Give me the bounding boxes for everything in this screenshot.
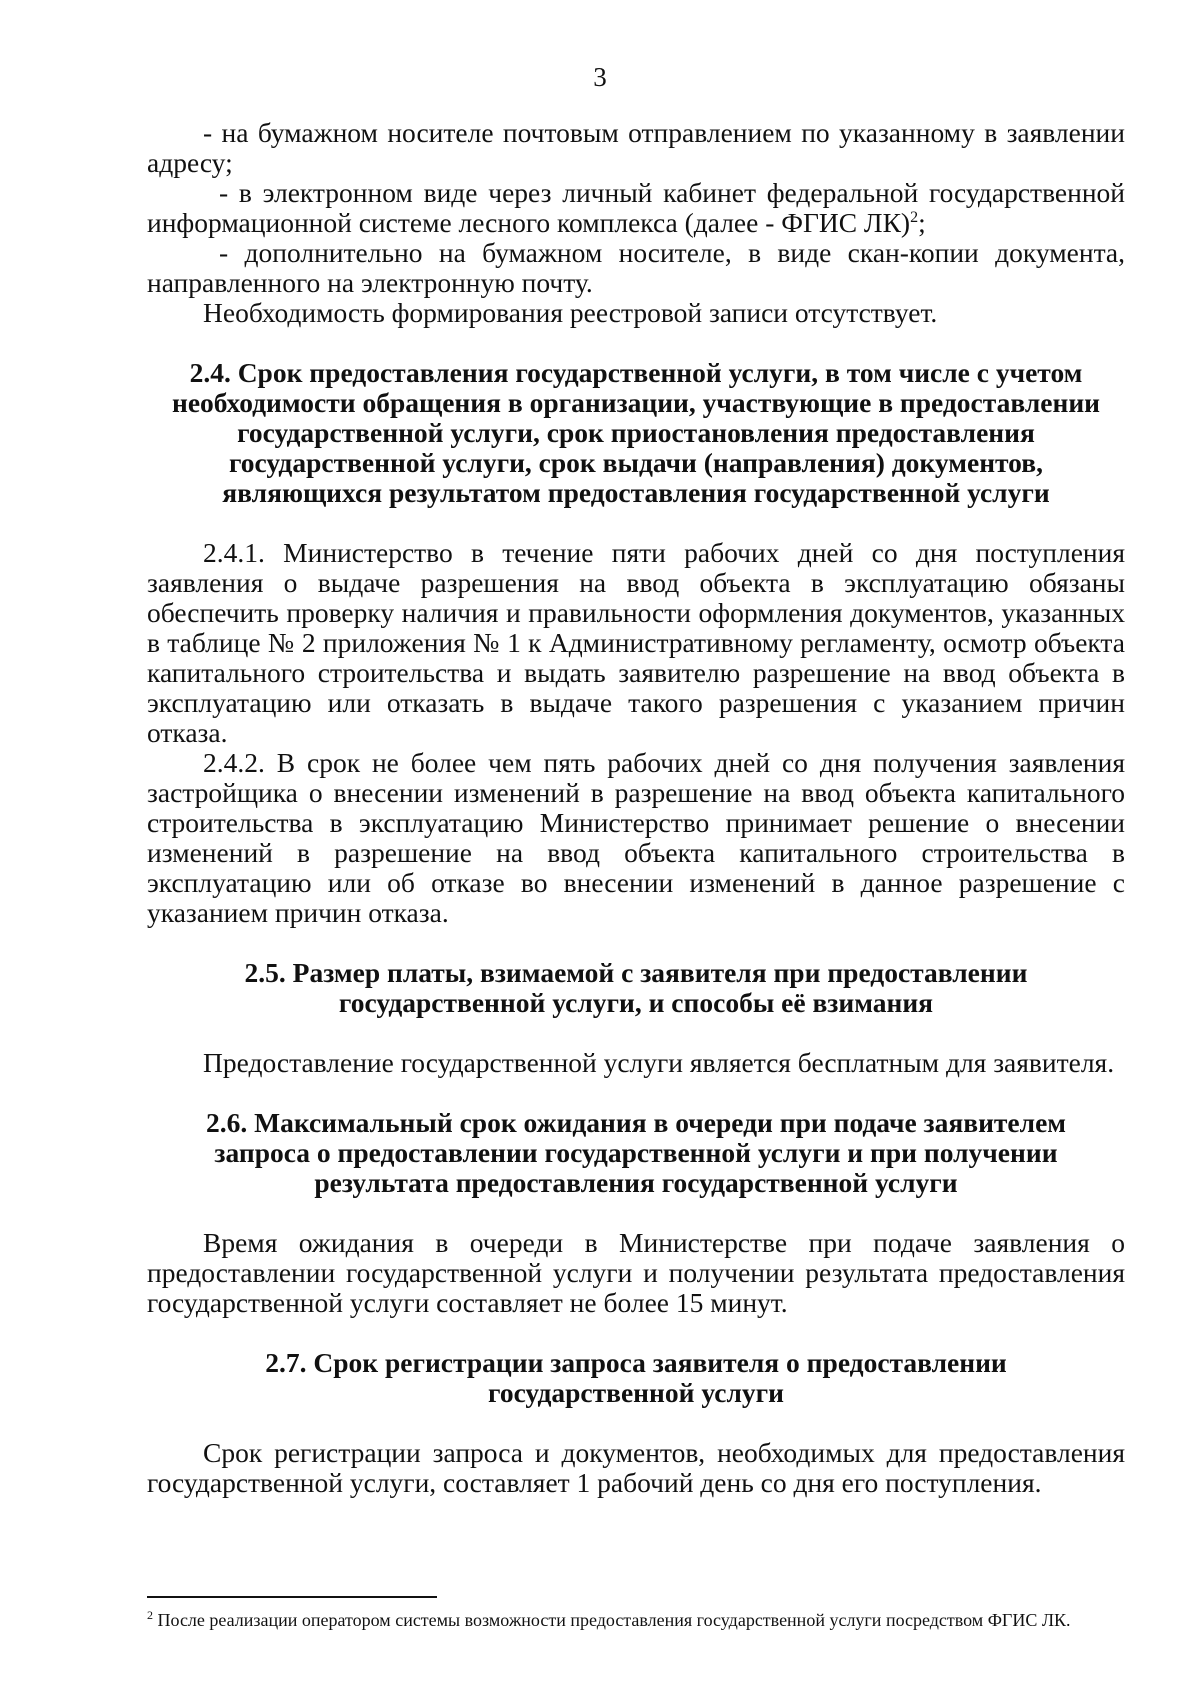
intro-paragraph-registry: Необходимость формирования реестровой записи отсутствует.	[203, 297, 938, 328]
section-2-6-heading: 2.6. Максимальный срок ожидания в очереди при подаче заявителем запроса о предоставлении государственной услуги и при получении результата предоставления государственной услуги	[205, 1107, 1067, 1198]
intro-paragraph-electronic	[147, 178, 1125, 238]
section-2-7-paragraph: Срок регистрации запроса и документов, необходимых для предоставления государственной услуги, составляет 1 рабочий день со дня его поступления.	[147, 1437, 1125, 1498]
section-2-4-2-paragraph: 2.4.2. В срок не более чем пять рабочих дней со дня получения заявления застройщика о внесении изменений в разрешение на ввод объекта капитального строительства в эксплуатацию Министерство принимает решение о внесении изменений в разрешение на ввод объекта капитального строительства в эксплуатацию или об отказе во внесении изменений в данное разрешение с указанием причин отказа.	[147, 747, 1125, 928]
section-2-5-paragraph: Предоставление государственной услуги является бесплатным для заявителя.	[203, 1047, 1115, 1078]
intro-electronic-tail: ;	[918, 207, 926, 238]
intro-electronic-text: - в электронном виде через личный кабинет федеральной государственной информационной системе лесного комплекса (далее - ФГИС ЛК)	[147, 177, 1125, 238]
footnote-ref: 2	[910, 208, 919, 226]
document-body	[147, 118, 1125, 1498]
footnote	[147, 1609, 1125, 1631]
section-2-4-1-paragraph: 2.4.1. Министерство в течение пяти рабочих дней со дня поступления заявления о выдаче разрешения на ввод объекта в эксплуатацию обязаны обеспечить проверку наличия и правильности оформления документов, указанных в таблице № 2 приложения № 1 к Административному регламенту, осмотр объекта капитального строительства и выдать заявителю разрешение на ввод объекта в эксплуатацию или отказать в выдаче такого разрешения с указанием причин отказа.	[147, 537, 1125, 748]
section-2-7-heading: 2.7. Срок регистрации запроса заявителя о предоставлении государственной услуги	[265, 1347, 1007, 1408]
footnote-marker: 2	[147, 1608, 153, 1622]
page-number: 3	[593, 62, 607, 92]
intro-paragraph-email: - дополнительно на бумажном носителе, в виде скан-копии документа, направленного на электронную почту.	[147, 237, 1125, 298]
section-2-4-heading: 2.4. Срок предоставления государственной услуги, в том числе с учетом необходимости обращения в организации, участвующие в предоставлении государственной услуги, срок приостановления предоставления государственной услуги, срок выдачи (направления) документов, являющихся результатом предоставления государственной услуги	[171, 357, 1101, 508]
section-2-6-paragraph: Время ожидания в очереди в Министерстве при подаче заявления о предоставлении государственной услуги и получении результата предоставления государственной услуги составляет не более 15 минут.	[147, 1227, 1125, 1318]
footnote-text: После реализации оператором системы возможности предоставления государственной услуги посредством ФГИС ЛК.	[153, 1610, 1071, 1630]
intro-paragraph-paper: - на бумажном носителе почтовым отправлением по указанному в заявлении адресу;	[147, 117, 1125, 178]
footnote-divider	[147, 1596, 437, 1598]
section-2-5-heading: 2.5. Размер платы, взимаемой с заявителя при предоставлении государственной услуги, и способы её взимания	[244, 957, 1028, 1018]
